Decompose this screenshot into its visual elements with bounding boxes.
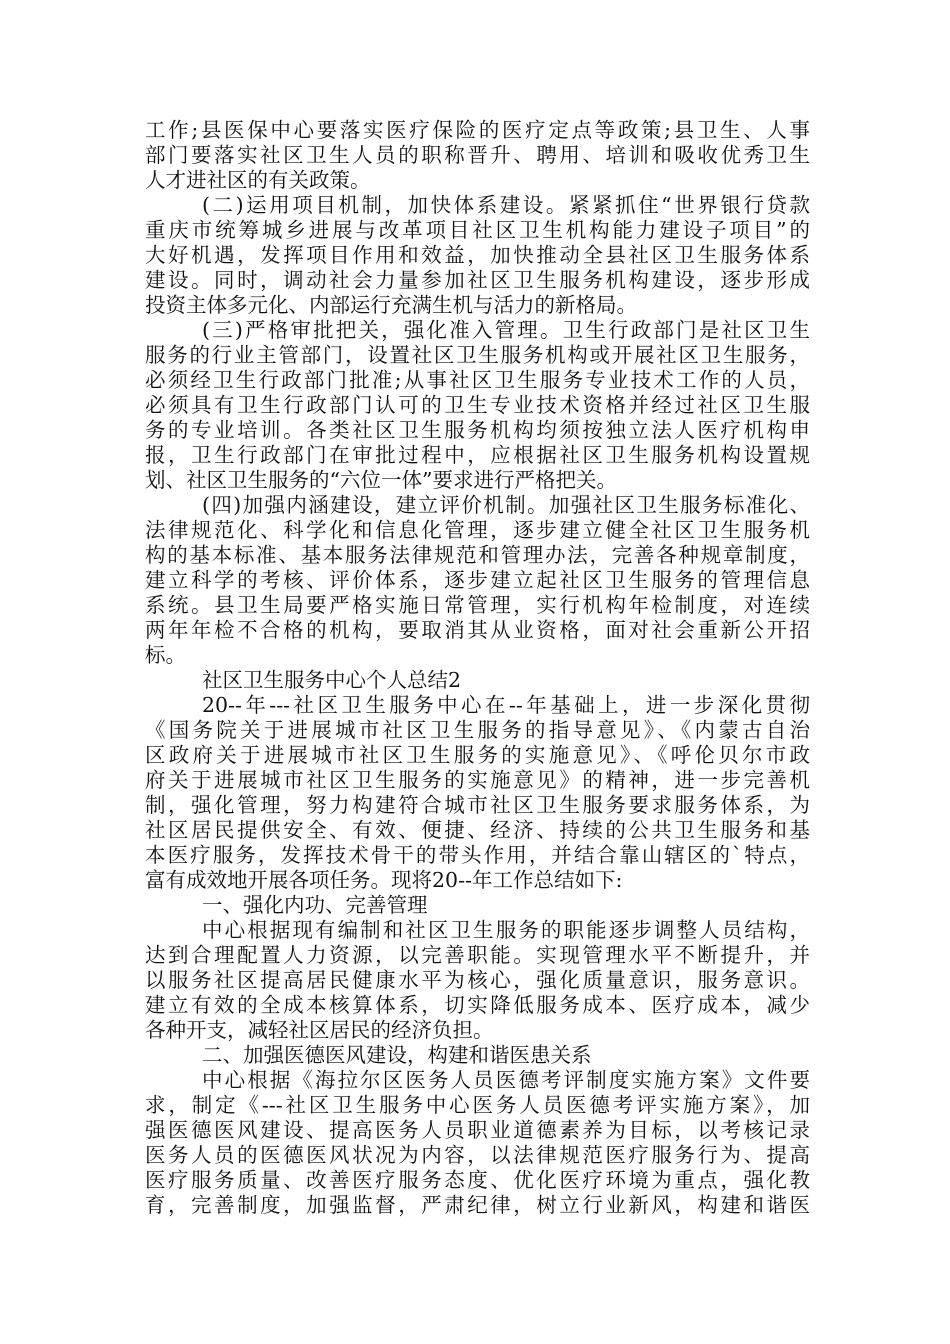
text-line: 法律规范化、科学化和信息化管理，逐步建立健全社区卫生服务机 (145, 518, 810, 542)
text-line: 工作;县医保中心要落实医疗保险的医疗定点等政策;县卫生、人事 (145, 118, 810, 142)
text-line: 本医疗服务，发挥技术骨干的带头作用，并结合靠山辖区的`特点， (145, 843, 810, 867)
text-line: 中心根据《海拉尔区医务人员医德考评制度实施方案》文件要 (202, 1068, 810, 1092)
text-line: 建立有效的全成本核算体系，切实降低服务成本、医疗成本，减少 (145, 993, 810, 1017)
paragraph-heading-3: (三)严格审批把关，强化准入管理。卫生行政部门是社区卫生 (202, 318, 810, 342)
document-body (145, 118, 810, 1218)
text-line: 制，强化管理，努力构建符合城市社区卫生服务要求服务体系，为 (145, 793, 810, 817)
text-line: 各种开支，减轻社区居民的经济负担。 (145, 1018, 494, 1042)
text-line: 富有成效地开展各项任务。现将20--年工作总结如下: (145, 868, 623, 892)
text-line: 达到合理配置人力资源，以完善职能。实现管理水平不断提升，并 (145, 943, 810, 967)
paragraph-heading-2: (二)运用项目机制，加快体系建设。紧紧抓住“世界银行贷款 (202, 193, 810, 217)
text-line: 医疗服务质量、改善医疗服务态度、优化医疗环境为重点，强化教 (145, 1168, 810, 1192)
text-line: 区政府关于进展城市社区卫生服务的实施意见》、《呼伦贝尔市政 (145, 743, 810, 767)
subsection-heading-1: 一、强化内功、完善管理 (202, 893, 428, 917)
text-line: 部门要落实社区卫生人员的职称晋升、聘用、培训和吸收优秀卫生 (145, 143, 810, 167)
text-line: 以服务社区提高居民健康水平为核心，强化质量意识，服务意识。 (145, 968, 810, 992)
text-line: 构的基本标准、基本服务法律规范和管理办法，完善各种规章制度， (145, 543, 810, 567)
text-line: 府关于进展城市社区卫生服务的实施意见》的精神，进一步完善机 (145, 768, 810, 792)
text-line: 建立科学的考核、评价体系，逐步建立起社区卫生服务的管理信息 (145, 568, 810, 592)
paragraph-heading-4: (四)加强内涵建设，建立评价机制。加强社区卫生服务标准化、 (202, 493, 810, 517)
text-line: 务的专业培训。各类社区卫生服务机构均须按独立法人医疗机构申 (145, 418, 810, 442)
text-line: 求，制定《---社区卫生服务中心医务人员医德考评实施方案》，加 (145, 1093, 810, 1117)
text-line: 划、社区卫生服务的“六位一体”要求进行严格把关。 (145, 468, 617, 492)
text-line: 中心根据现有编制和社区卫生服务的职能逐步调整人员结构， (202, 918, 810, 942)
text-line: 《国务院关于进展城市社区卫生服务的指导意见》、《内蒙古自治 (145, 718, 810, 742)
text-line: 强医德医风建设、提高医务人员职业道德素养为目标，以考核记录 (145, 1118, 810, 1142)
text-line: 20--年---社区卫生服务中心在--年基础上，进一步深化贯彻 (202, 693, 810, 717)
text-line: 大好机遇，发挥项目作用和效益，加快推动全县社区卫生服务体系 (145, 243, 810, 267)
text-line: 建设。同时，调动社会力量参加社区卫生服务机构建设，逐步形成 (145, 268, 810, 292)
text-line: 标。 (145, 643, 186, 667)
subsection-heading-2: 二、加强医德医风建设，构建和谐医患关系 (202, 1043, 592, 1067)
text-line: 必须经卫生行政部门批准;从事社区卫生服务专业技术工作的人员， (145, 368, 810, 392)
text-line: 两年年检不合格的机构，要取消其从业资格，面对社会重新公开招 (145, 618, 810, 642)
text-line: 系统。县卫生局要严格实施日常管理，实行机构年检制度，对连续 (145, 593, 810, 617)
text-line: 投资主体多元化、内部运行充满生机与活力的新格局。 (145, 293, 637, 317)
text-line: 报，卫生行政部门在审批过程中，应根据社区卫生服务机构设置规 (145, 443, 810, 467)
text-line: 社区居民提供安全、有效、便捷、经济、持续的公共卫生服务和基 (145, 818, 810, 842)
text-line: 育，完善制度，加强监督，严肃纪律，树立行业新风，构建和谐医 (145, 1193, 810, 1217)
text-line: 服务的行业主管部门，设置社区卫生服务机构或开展社区卫生服务， (145, 343, 810, 367)
text-line: 必须具有卫生行政部门认可的卫生专业技术资格并经过社区卫生服 (145, 393, 810, 417)
section-title: 社区卫生服务中心个人总结2 (202, 668, 462, 692)
text-line: 人才进社区的有关政策。 (145, 168, 371, 192)
text-line: 医务人员的医德医风状况为内容，以法律规范医疗服务行为、提高 (145, 1143, 810, 1167)
text-line: 重庆市统筹城乡进展与改革项目社区卫生机构能力建设子项目”的 (145, 218, 810, 242)
